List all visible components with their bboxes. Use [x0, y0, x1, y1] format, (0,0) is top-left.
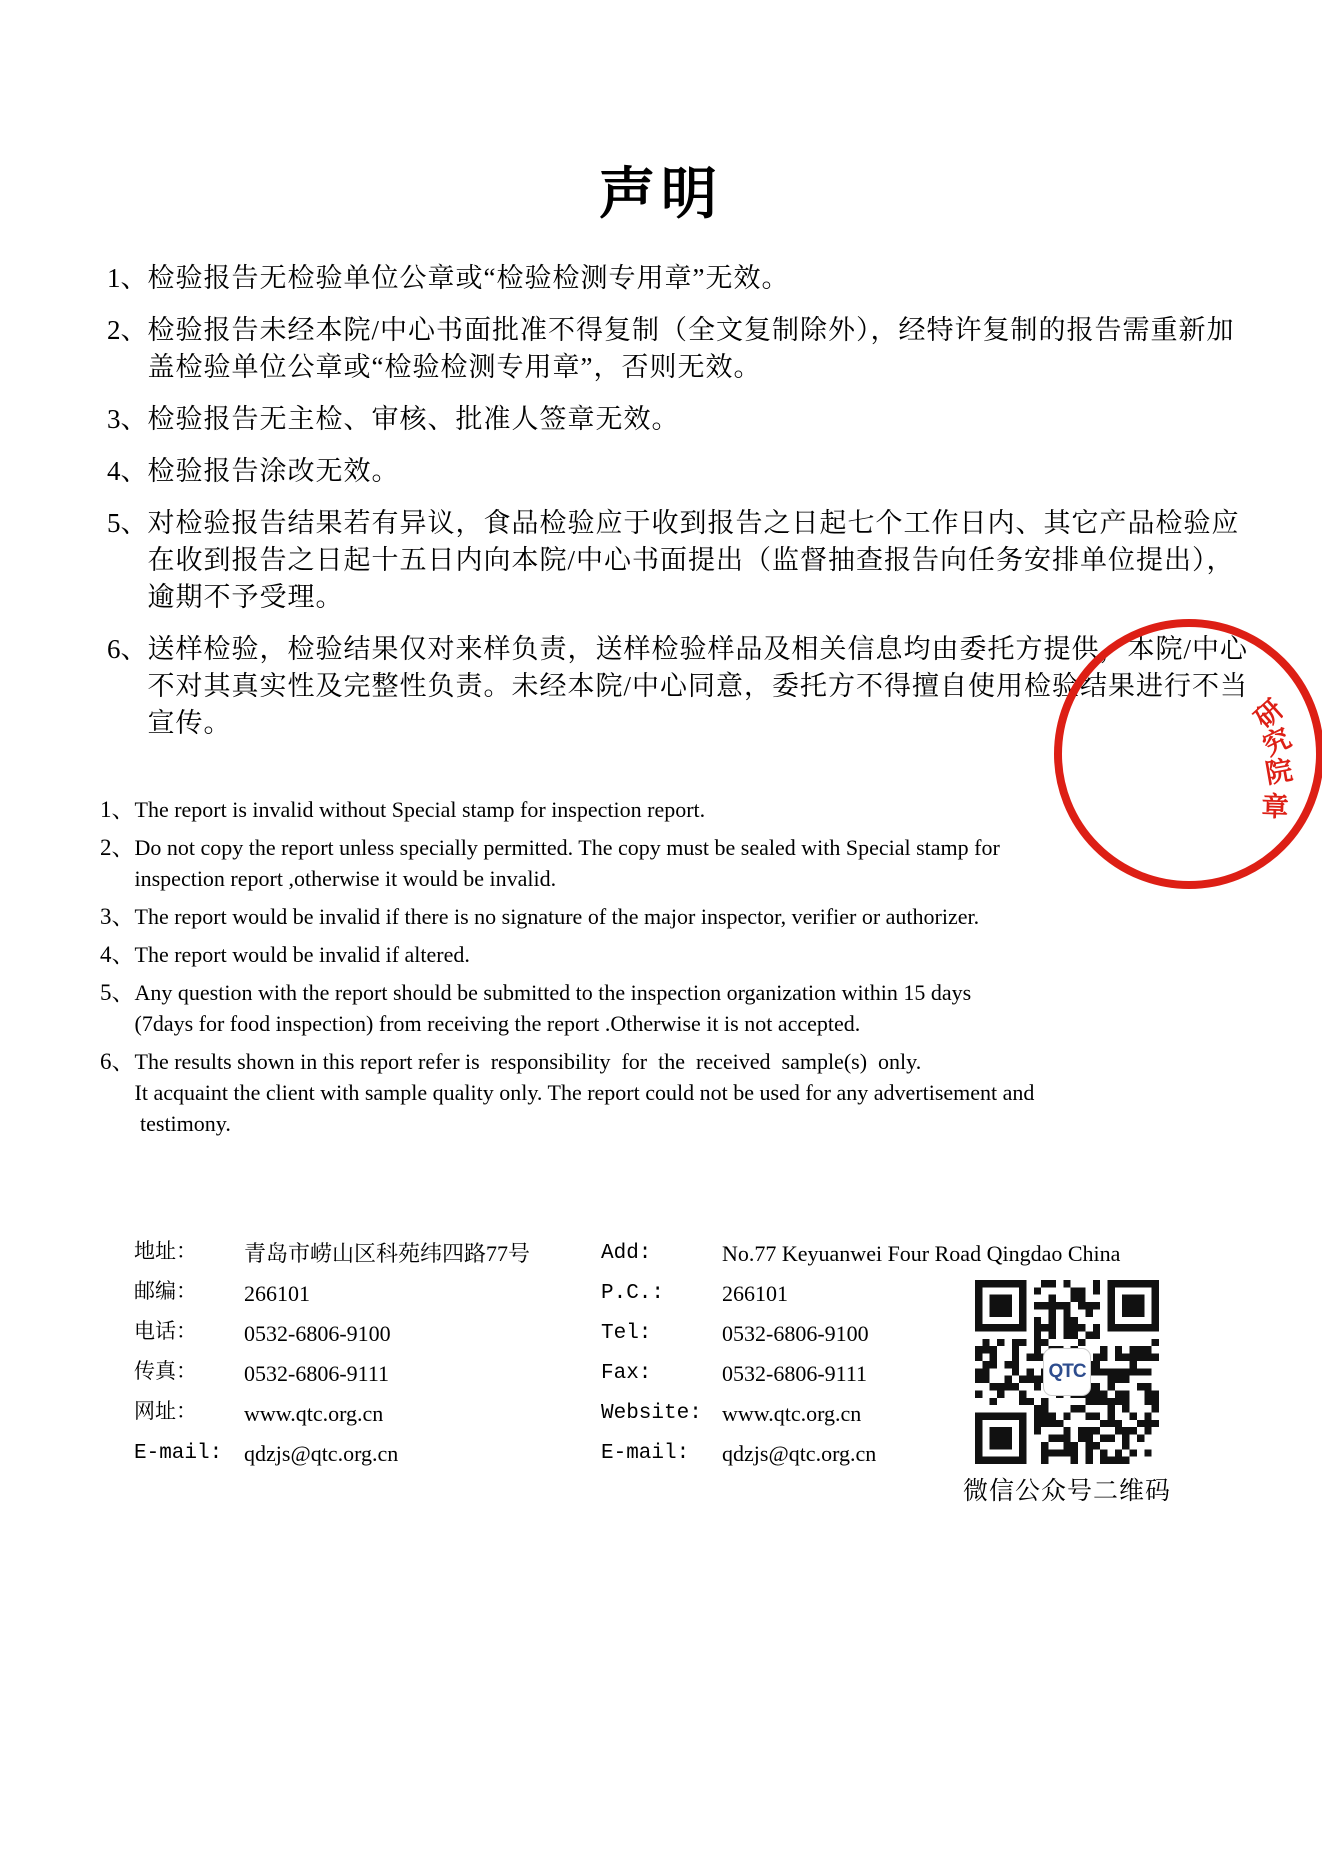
contact-row-address — [134, 1240, 530, 1268]
contact-row-phone — [134, 1320, 530, 1348]
item-text-line: testimony. — [134, 1111, 231, 1136]
contact-label: 网址： — [134, 1402, 197, 1425]
contact-value: No.77 Keyuanwei Four Road Qingdao China — [722, 1241, 1121, 1266]
item-text-line: 检验报告未经本院/中心书面批准不得复制（全文复制除外），经特许复制的报告需重新加 — [147, 315, 1235, 345]
contact-row-add — [601, 1240, 1120, 1268]
item-text-line: 逾期不予受理。 — [147, 582, 344, 612]
item-text-line: 在收到报告之日起十五日内向本院/中心书面提出（监督抽查报告向任务安排单位提出）， — [147, 545, 1235, 575]
item-text-line: 检验报告涂改无效。 — [147, 456, 400, 486]
item-text-line: The report would be invalid if altered. — [134, 942, 470, 967]
item-text-line: inspection report ,otherwise it would be invalid. — [134, 866, 557, 891]
contact-value: www.qtc.org.cn — [244, 1401, 384, 1426]
contact-value: 0532-6806-9111 — [722, 1361, 868, 1386]
item-text-line: (7days for food inspection) from receiving the report .Otherwise it is not accepted. — [134, 1011, 861, 1036]
item-text-line: The report would be invalid if there is no signature of the major inspector, verifier or authorizer. — [134, 904, 980, 929]
wechat-qr-code — [975, 1280, 1159, 1464]
cn-list-item-2 — [107, 312, 1297, 386]
red-seal-stamp — [1240, 618, 1322, 894]
en-list-item-6 — [100, 1046, 1300, 1139]
en-list-item-1 — [100, 794, 1300, 825]
item-text-line: Do not copy the report unless specially permitted. The copy must be sealed with Special stamp for — [134, 835, 1000, 860]
english-notice-list — [100, 794, 1300, 1146]
contact-value: 266101 — [244, 1281, 310, 1306]
cn-list-item-4 — [107, 453, 1297, 490]
item-number: 6、 — [100, 1049, 135, 1074]
contact-value: 0532-6806-9111 — [244, 1361, 390, 1386]
contact-value: 0532-6806-9100 — [244, 1321, 391, 1346]
contact-label: 电话： — [134, 1322, 197, 1345]
en-list-item-3 — [100, 901, 1300, 932]
item-number: 6、 — [107, 634, 148, 664]
contact-value: qdzjs@qtc.org.cn — [244, 1441, 399, 1466]
item-text-line: 宣传。 — [147, 708, 232, 738]
contact-value: 266101 — [722, 1281, 788, 1306]
item-text-line: 不对其真实性及完整性负责。未经本院/中心同意，委托方不得擅自使用检验结果进行不当 — [147, 671, 1248, 701]
item-number: 2、 — [107, 315, 148, 345]
contact-row-website — [134, 1400, 530, 1428]
item-number: 2、 — [100, 835, 135, 860]
contact-value: www.qtc.org.cn — [722, 1401, 862, 1426]
item-number: 3、 — [107, 404, 148, 434]
item-number: 1、 — [107, 263, 148, 293]
contact-row-email — [134, 1440, 530, 1468]
stamp-char: 院 — [1263, 754, 1295, 790]
item-text-line: 盖检验单位公章或“检验检测专用章”，否则无效。 — [147, 352, 762, 382]
contact-value: 青岛市崂山区科苑纬四路77号 — [244, 1241, 531, 1266]
item-text-line: The report is invalid without Special stamp for inspection report. — [134, 797, 706, 822]
item-text-line: It acquaint the client with sample quality only. The report could not be used for any advertisement and — [134, 1080, 1035, 1105]
contact-label: E-mail: — [134, 1442, 223, 1465]
contact-label: Website: — [601, 1402, 702, 1425]
contact-row-postcode — [134, 1280, 530, 1308]
page-title: 声明 — [599, 164, 723, 226]
contact-block-chinese — [134, 1240, 530, 1480]
contact-label: 地址： — [134, 1242, 197, 1265]
item-number: 3、 — [100, 904, 135, 929]
contact-label: Add: — [601, 1242, 652, 1265]
item-number: 1、 — [100, 797, 135, 822]
item-number: 5、 — [107, 508, 148, 538]
item-number: 5、 — [100, 980, 135, 1005]
stamp-char: 究 — [1258, 722, 1296, 762]
en-list-item-4 — [100, 939, 1300, 970]
contact-label: 传真： — [134, 1362, 197, 1385]
contact-value: qdzjs@qtc.org.cn — [722, 1441, 877, 1466]
contact-label: P.C.: — [601, 1282, 665, 1305]
item-text-line: 检验报告无主检、审核、批准人签章无效。 — [147, 404, 680, 434]
qtc-logo: QTC — [1043, 1348, 1091, 1396]
contact-label: E-mail: — [601, 1442, 690, 1465]
stamp-char: 研 — [1248, 693, 1290, 735]
item-text-line: 送样检验，检验结果仅对来样负责，送样检验样品及相关信息均由委托方提供，本院/中心 — [147, 634, 1248, 664]
item-text-line: Any question with the report should be submitted to the inspection organization within 15 days — [134, 980, 972, 1005]
contact-label: 邮编： — [134, 1282, 197, 1305]
qr-caption: 微信公众号二维码 — [962, 1478, 1171, 1505]
chinese-notice-list — [107, 260, 1297, 757]
item-text-line: The results shown in this report refer is responsibility for the received sample(s) only. — [134, 1049, 922, 1074]
item-text-line: 检验报告无检验单位公章或“检验检测专用章”无效。 — [147, 263, 790, 293]
stamp-char: 章 — [1260, 791, 1290, 823]
cn-list-item-3 — [107, 401, 1297, 438]
cn-list-item-1 — [107, 260, 1297, 297]
item-text-line: 对检验报告结果若有异议，食品检验应于收到报告之日起七个工作日内、其它产品检验应 — [147, 508, 1240, 538]
contact-value: 0532-6806-9100 — [722, 1321, 869, 1346]
contact-label: Tel: — [601, 1322, 652, 1345]
contact-row-fax — [134, 1360, 530, 1388]
en-list-item-5 — [100, 977, 1300, 1039]
cn-list-item-5 — [107, 505, 1297, 616]
item-number: 4、 — [107, 456, 148, 486]
item-number: 4、 — [100, 942, 135, 967]
contact-label: Fax: — [601, 1362, 652, 1385]
